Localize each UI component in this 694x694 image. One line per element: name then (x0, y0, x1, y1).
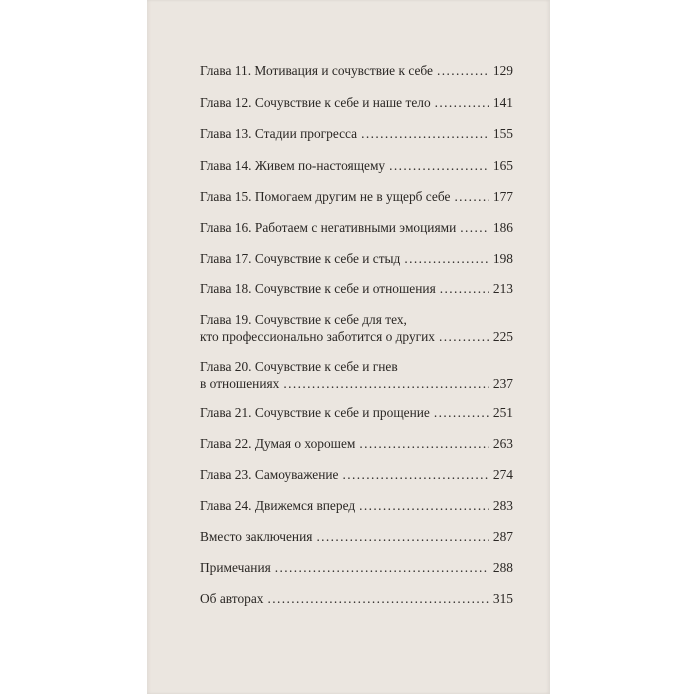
toc-entry-page: 165 (492, 158, 513, 173)
toc-entry-title: Глава 24. Движемся вперед (200, 498, 356, 513)
toc-entry-title: Глава 21. Сочувствие к себе и прощение (200, 405, 430, 420)
toc-entry-title: Вместо заключения (200, 529, 313, 544)
toc-entry-title: Глава 17. Сочувствие к себе и стыд (200, 251, 401, 266)
dot-leader (283, 375, 489, 392)
dot-leader (454, 188, 488, 205)
dot-leader (275, 559, 489, 576)
dot-leader (440, 280, 489, 297)
dot-leader (267, 590, 488, 607)
toc-entry-page: 225 (492, 329, 513, 344)
toc-entry-chapter-17 (200, 250, 513, 267)
toc-entry-title-line1: Глава 19. Сочувствие к себе для тех, (200, 312, 407, 327)
toc-entry-page: 283 (492, 498, 513, 513)
toc-entry-page: 177 (492, 189, 513, 204)
toc-entry-page: 287 (492, 529, 513, 544)
toc-entry-title: Глава 23. Самоуважение (200, 467, 339, 482)
toc-entry-page: 274 (492, 467, 513, 482)
toc-entry-page: 198 (492, 251, 513, 266)
toc-entry-chapter-23 (200, 466, 513, 483)
toc-entry-chapter-14 (200, 157, 513, 174)
toc-entry-chapter-18 (200, 280, 513, 297)
toc-entry-page: 237 (492, 376, 513, 391)
dot-leader (359, 435, 488, 452)
dot-leader (437, 62, 489, 79)
toc-entry-page: 129 (492, 63, 513, 78)
toc-entry-title: в отношениях (200, 376, 280, 391)
toc-entry-chapter-21 (200, 404, 513, 421)
toc-entry-title: Об авторах (200, 591, 264, 606)
dot-leader (343, 466, 489, 483)
toc-entry-page: 288 (492, 560, 513, 575)
dot-leader (404, 250, 489, 267)
dot-leader (434, 404, 489, 421)
toc-entry-title: Примечания (200, 560, 271, 575)
toc-entry-page: 251 (492, 405, 513, 420)
dot-leader (389, 157, 489, 174)
toc-entry-title: Глава 14. Живем по-настоящему (200, 158, 386, 173)
toc-entry-page: 213 (492, 281, 513, 296)
toc-entry-chapter-11 (200, 62, 513, 79)
dot-leader (439, 328, 489, 345)
toc-entry-page: 186 (492, 220, 513, 235)
toc-entry-page: 315 (492, 591, 513, 606)
toc-entry-chapter-22 (200, 435, 513, 452)
toc-entry-page: 141 (492, 95, 513, 110)
toc-entry-page: 155 (492, 126, 513, 141)
toc-entry-chapter-24 (200, 497, 513, 514)
toc-entry-title: Глава 13. Стадии прогресса (200, 126, 358, 141)
toc-entry-title: Глава 16. Работаем с негативными эмоциями (200, 220, 457, 235)
toc-entry-notes (200, 559, 513, 576)
toc-entry-page: 263 (492, 436, 513, 451)
toc-entry-title: Глава 12. Сочувствие к себе и наше тело (200, 95, 431, 110)
dot-leader (361, 125, 489, 142)
toc-entry-title: Глава 18. Сочувствие к себе и отношения (200, 281, 436, 296)
toc-entry-chapter-13 (200, 125, 513, 142)
toc-entry-title: Глава 11. Мотивация и сочувствие к себе (200, 63, 433, 78)
dot-leader (359, 497, 489, 514)
toc-entry-title: Глава 22. Думая о хорошем (200, 436, 356, 451)
toc-entry-about-authors (200, 590, 513, 607)
dot-leader (460, 219, 489, 236)
dot-leader (435, 94, 489, 111)
toc-entry-chapter-16 (200, 219, 513, 236)
toc-entry-chapter-15 (200, 188, 513, 205)
toc-entry-chapter-20 (200, 358, 513, 392)
dot-leader (316, 528, 488, 545)
toc-entry-title: Глава 15. Помогаем другим не в ущерб себе (200, 189, 451, 204)
toc-entry-chapter-12 (200, 94, 513, 111)
toc-entry-title: кто профессионально заботится о других (200, 329, 436, 344)
toc-entry-title-line1: Глава 20. Сочувствие к себе и гнев (200, 359, 398, 374)
toc-entry-conclusion (200, 528, 513, 545)
toc-entry-chapter-19 (200, 311, 513, 345)
